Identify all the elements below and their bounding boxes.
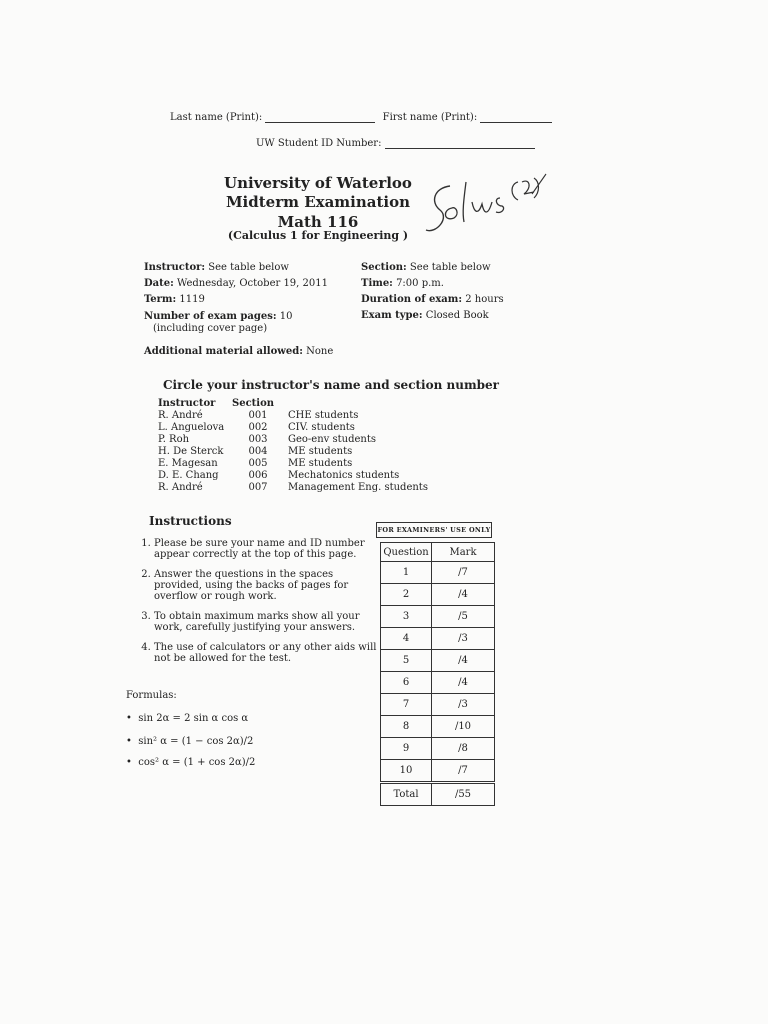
title-course-name: (Calculus 1 for Engineering ) — [227, 229, 409, 242]
marks-row: 3 /5 — [381, 606, 495, 628]
marks-row: 5 /4 — [381, 650, 495, 672]
instructor-table-header — [158, 398, 432, 410]
circle-instructor-heading: Circle your instructor's name and section number — [163, 378, 499, 392]
instructor-row[interactable]: L. Anguelova 002 CIV. students — [158, 422, 355, 433]
marks-row: 10 /7 — [381, 760, 495, 783]
col-instructor: Instructor — [158, 398, 216, 409]
marks-row: 1 /7 — [381, 562, 495, 584]
col-question: Question — [381, 543, 432, 562]
title-exam: Midterm Examination — [225, 193, 411, 211]
marks-row: 9 /8 — [381, 738, 495, 760]
instructions-heading: Instructions — [149, 514, 232, 528]
marks-row: 4 /3 — [381, 628, 495, 650]
exam-info-left — [144, 260, 354, 335]
pages-row: Number of exam pages: 10 — [144, 311, 293, 322]
marks-table — [380, 542, 495, 806]
col-group — [288, 398, 432, 410]
handwritten-annotation — [420, 168, 550, 248]
marks-row: 8 /10 — [381, 716, 495, 738]
name-row — [170, 112, 552, 123]
exam-info-right — [361, 260, 561, 324]
title-course: Math 116 — [277, 213, 359, 231]
examiners-use-label: FOR EXAMINERS' USE ONLY — [376, 522, 492, 538]
instructor-row[interactable]: H. De Sterck 004 ME students — [158, 446, 353, 457]
term-row: Term: 1119 — [144, 294, 205, 305]
section-row: Section: See table below — [361, 262, 491, 273]
instructor-row[interactable]: R. André 001 CHE students — [158, 410, 359, 421]
instruction-item: 2. Answer the questions in the spaces provided, using the backs of pages for overflow or rough work. — [154, 569, 384, 602]
pages-note: (including cover page) — [153, 323, 268, 334]
id-label: UW Student ID Number: — [256, 138, 382, 149]
instructor-row[interactable]: D. E. Chang 006 Mechatonics students — [158, 470, 400, 481]
last-name-label: Last name (Print): — [170, 112, 263, 123]
marks-row: 6 /4 — [381, 672, 495, 694]
id-row — [256, 138, 535, 149]
date-row: Date: Wednesday, October 19, 2011 — [144, 278, 328, 289]
instruction-item: 3. To obtain maximum marks show all your work, carefully justifying your answers. — [154, 611, 384, 633]
marks-header — [381, 543, 495, 562]
instructor-row[interactable]: P. Roh 003 Geo-env students — [158, 434, 376, 445]
col-section: Section — [232, 398, 275, 409]
formula-item: • sin 2α = 2 sin α cos α — [126, 713, 249, 724]
formulas-label: Formulas: — [126, 690, 177, 701]
first-name-label: First name (Print): — [382, 112, 478, 123]
time-row: Time: 7:00 p.m. — [361, 278, 444, 289]
type-row: Exam type: Closed Book — [361, 310, 489, 321]
first-name-field[interactable] — [480, 112, 552, 123]
col-mark: Mark — [432, 543, 495, 562]
instructor-row: Instructor: See table below — [144, 262, 289, 273]
duration-row: Duration of exam: 2 hours — [361, 294, 504, 305]
instruction-item: 4. The use of calculators or any other aids will not be allowed for the test. — [154, 642, 384, 664]
additional-material-row: Additional material allowed: None — [144, 346, 334, 357]
instructor-table — [158, 398, 432, 494]
marks-row: 2 /4 — [381, 584, 495, 606]
instructor-row[interactable]: E. Magesan 005 ME students — [158, 458, 353, 469]
instructor-row[interactable]: R. André 007 Management Eng. students — [158, 482, 428, 493]
formula-item: • sin² α = (1 − cos 2α)/2 — [126, 736, 254, 747]
id-field[interactable] — [385, 138, 535, 149]
title-university: University of Waterloo — [224, 174, 412, 192]
instruction-item: 1. Please be sure your name and ID number appear correctly at the top of this page. — [154, 538, 384, 560]
marks-row: 7 /3 — [381, 694, 495, 716]
formula-item: • cos² α = (1 + cos 2α)/2 — [126, 757, 256, 768]
last-name-field[interactable] — [265, 112, 375, 123]
instructions-list — [136, 538, 384, 673]
marks-total-row: Total /55 — [381, 783, 495, 806]
